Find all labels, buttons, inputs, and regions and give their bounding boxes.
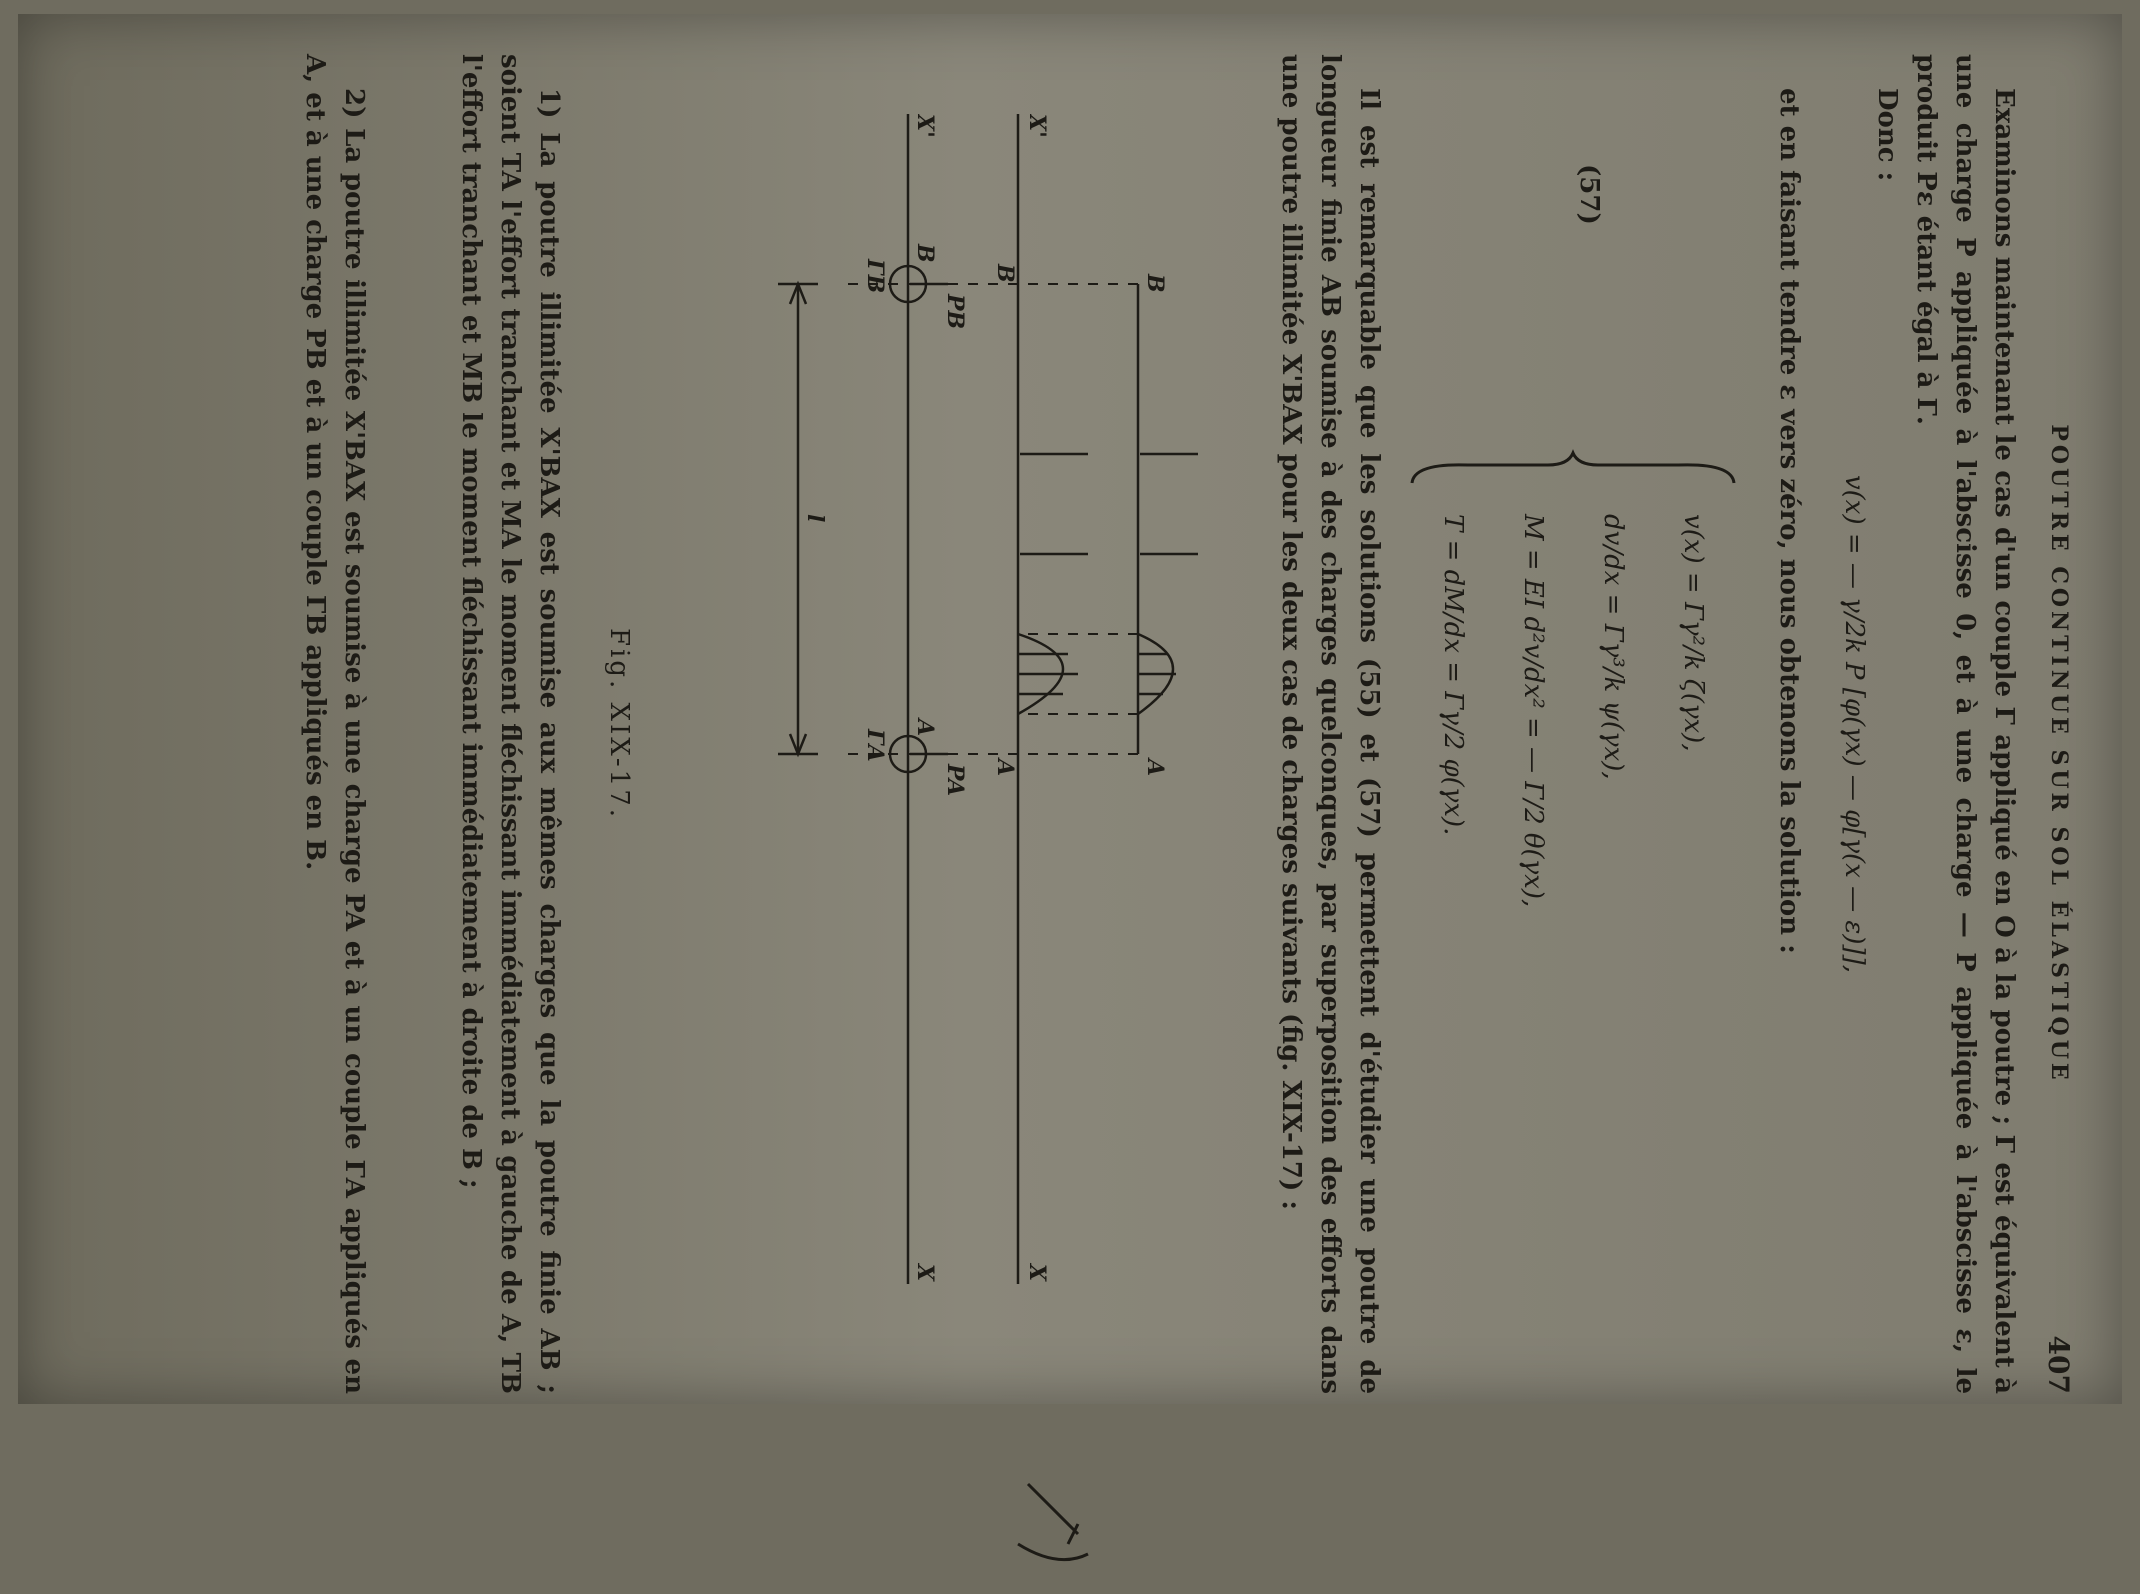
label-gb: ΓB — [862, 259, 888, 294]
label-x-mid: X — [1024, 1264, 1050, 1282]
paragraph-donc: Donc : — [1872, 88, 1902, 182]
equation-line: T = dM/dx = Γγ/2 φ(γx). — [1438, 514, 1468, 836]
label-pa: PA — [942, 764, 968, 797]
paragraph-text: 1) La poutre illimitée X'BAX est soumise aux mêmes charges que la poutre finie AB ; soient TA l'effort tranchant et MA le moment fléchissant immédiatement à gauche de A, TB l'effort tranchant et MB le moment fléchissant immédiatement à droite de B ; — [456, 54, 564, 1394]
paragraph-limit — [1769, 54, 1808, 1394]
label-a-top: A — [1142, 759, 1168, 777]
page-photo — [18, 14, 2122, 1404]
label-xprime-bottom: X' — [912, 114, 938, 138]
equation-system — [1413, 514, 1733, 1314]
equation-line: M = EI d²v/dx² = — Γ/2 θ(γx), — [1518, 514, 1548, 908]
label-a-bottom: A — [912, 719, 938, 737]
paragraph-text: Il est remarquable que les solutions (55) et (57) permettent d'étudier une poutre de longueur finie AB soumise à des charges quelconques, par superposition des efforts dans une poutre illimitée X'BAX pour les deux cas de charges suivants (fig. XIX-17) : — [1276, 54, 1384, 1394]
equation-line: dv/dx = Γγ³/k ψ(γx), — [1598, 514, 1628, 780]
label-ga: ΓA — [862, 729, 888, 762]
label-x-bottom: X — [912, 1264, 938, 1282]
page-header — [2038, 54, 2078, 1394]
paragraph-superposition — [1271, 54, 1388, 1394]
figure-caption: Fig. XIX-17. — [604, 627, 634, 821]
paragraph-text: 2) La poutre illimitée X'BAX est soumise à une charge PA et à un couple ΓA appliqués en A, et à une charge PB et à un couple ΓB appliqués en B. — [300, 54, 369, 1394]
label-b-top: B — [1142, 274, 1168, 293]
label-span: l — [802, 514, 828, 523]
curly-brace — [1408, 449, 1738, 489]
page-number: 407 — [2042, 1335, 2075, 1394]
paragraph-text: et en faisant tendre ε vers zéro, nous obtenons la solution : — [1774, 88, 1804, 954]
equation-displacement: v(x) = — γ/2k P [φ(γx) — φ[γ(x — ε)]], — [1839, 474, 1869, 974]
label-a-mid: A — [992, 759, 1018, 777]
paragraph-case-1 — [451, 54, 568, 1394]
pencil-mark — [1008, 1474, 1098, 1594]
label-xprime-mid: X' — [1024, 114, 1050, 138]
running-title: POUTRE CONTINUE SUR SOL ÉLASTIQUE — [2046, 424, 2072, 1084]
paragraph-text: Examinons maintenant le cas d'un couple Γ appliqué en O à la poutre ; Γ est équivalent à une charge P appliquée à l'abscisse 0, et à une charge — P appliquée à l'abscisse ε, le produit Pε étant égal à Γ. — [1911, 54, 2019, 1394]
label-b-mid: B — [992, 264, 1018, 283]
paragraph-case-2 — [295, 54, 373, 1394]
label-pb: PB — [942, 294, 968, 330]
beam-figure — [598, 114, 1198, 1294]
paragraph-couple — [1867, 54, 2023, 1394]
rotated-page-content — [118, 54, 2078, 1394]
label-b-bottom: B — [912, 244, 938, 263]
equation-line: v(x) = Γγ²/k ζ(γx), — [1678, 514, 1708, 752]
equation-number: (57) — [1574, 164, 1604, 225]
